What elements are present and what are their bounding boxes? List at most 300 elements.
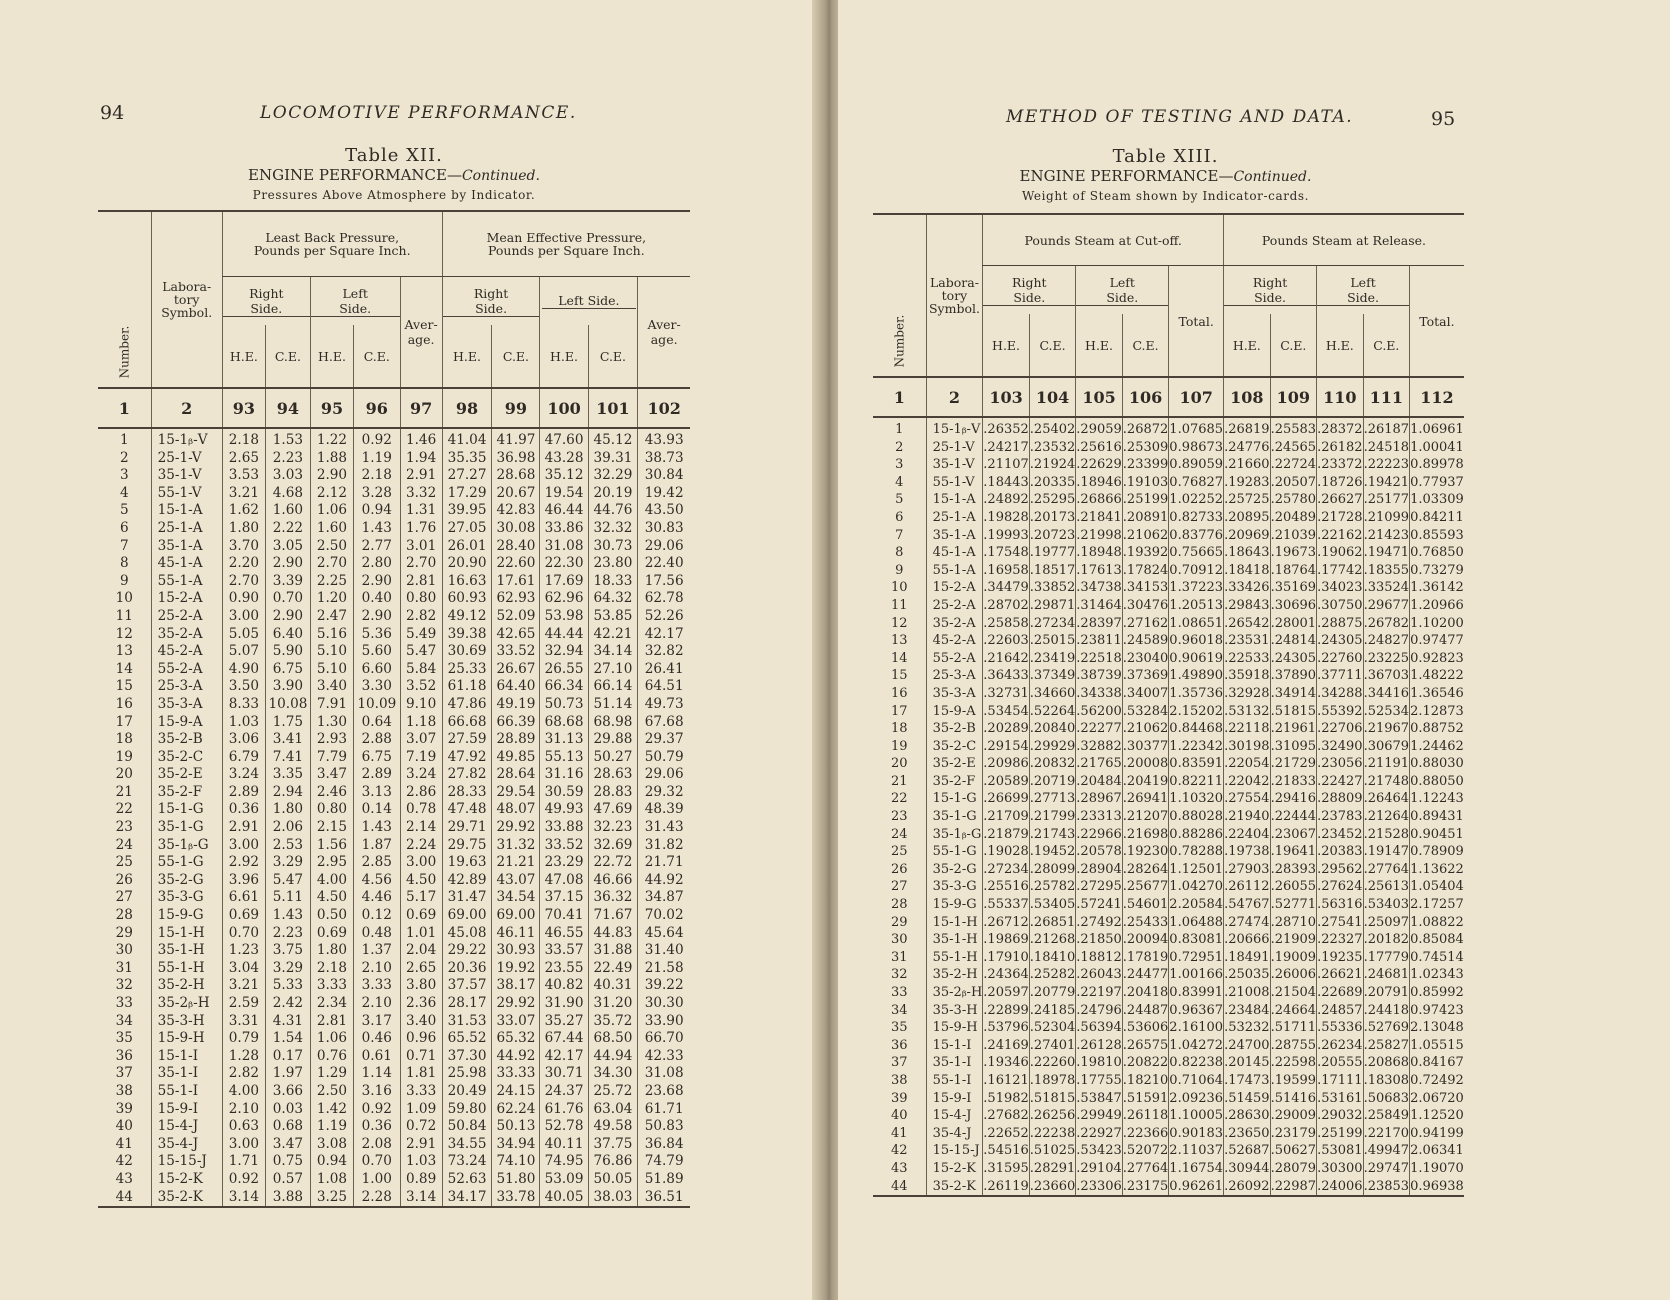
row-number: 10: [115, 590, 133, 607]
table-row: [873, 808, 1464, 826]
ce-header: C.E.: [1270, 314, 1317, 377]
cell-value: 0.97477: [1410, 633, 1464, 649]
cell-value: .20383: [1317, 844, 1363, 860]
cell-value: .19777: [1029, 545, 1076, 561]
table-row: [98, 995, 690, 1013]
cell-value: 1.09: [400, 1101, 442, 1119]
cell-value: 64.32: [588, 590, 638, 608]
row-number: 32: [115, 977, 133, 994]
he-header: H.E.: [1317, 314, 1364, 377]
cell-value: .26092: [1224, 1178, 1271, 1197]
cell-value: .56316: [1317, 897, 1363, 913]
cell-value: 4.31: [266, 1013, 311, 1031]
cell-value: .22927: [1076, 1125, 1122, 1141]
cell-value: 10.08: [266, 696, 311, 714]
cell-value: 20.19: [588, 485, 638, 503]
cell-value: 17.61: [492, 573, 540, 591]
cell-value: 1.60: [310, 520, 353, 538]
cell-value: 0.78909: [1410, 844, 1464, 860]
cell-value: 0.90: [222, 590, 265, 608]
column-number: 1: [98, 388, 151, 428]
row-number: 37: [115, 1065, 133, 1082]
cell-value: .21062: [1122, 721, 1169, 737]
laboratory-symbol: 55-2-A: [151, 661, 222, 679]
cell-value: .17742: [1317, 562, 1363, 578]
cell-value: 61.71: [638, 1101, 690, 1119]
cell-value: 2.06341: [1410, 1143, 1464, 1159]
cell-value: 3.01: [400, 538, 442, 556]
laboratory-symbol: 15-9-A: [926, 703, 983, 721]
cell-value: .33524: [1363, 580, 1410, 596]
laboratory-symbol: 35-3-G: [151, 889, 222, 907]
cell-value: 1.22342: [1169, 738, 1224, 754]
cell-value: 64.51: [638, 678, 690, 696]
cell-value: 66.34: [540, 678, 588, 696]
cell-value: 1.02343: [1410, 967, 1464, 983]
cell-value: .53796: [983, 1020, 1029, 1036]
cell-value: .37369: [1122, 668, 1169, 684]
cell-value: 2.14: [400, 819, 442, 837]
cell-value: .22260: [1029, 1055, 1076, 1071]
cell-value: 3.07: [400, 731, 442, 749]
cell-value: 2.89: [354, 766, 400, 784]
table-row: [98, 1048, 690, 1066]
cell-value: 0.70: [266, 590, 311, 608]
cell-value: .24418: [1363, 1002, 1410, 1018]
cell-value: 22.72: [588, 854, 638, 872]
table-row: [873, 1178, 1464, 1197]
cell-value: .20719: [1029, 773, 1076, 789]
cell-value: 22.40: [638, 555, 690, 573]
cell-value: .25199: [1122, 492, 1169, 508]
page-number: 94: [100, 102, 125, 124]
cell-value: 49.93: [540, 801, 588, 819]
cell-value: .53284: [1122, 703, 1169, 719]
cell-value: 2.91: [400, 1136, 442, 1154]
column-number: 93: [222, 388, 265, 428]
column-number: 2: [151, 388, 222, 428]
cell-value: .22404: [1224, 826, 1270, 842]
laboratory-symbol: 35-2-B: [926, 720, 983, 738]
cell-value: .25827: [1363, 1037, 1410, 1053]
cell-value: .28630: [1224, 1108, 1270, 1124]
cell-value: 50.27: [588, 749, 638, 767]
cell-value: .53081: [1317, 1143, 1363, 1159]
cell-value: .22652: [983, 1125, 1029, 1141]
row-number: 2: [119, 449, 129, 466]
laboratory-symbol: 35-2-A: [926, 615, 983, 633]
laboratory-symbol: 15-1ᵦ-V: [926, 417, 983, 439]
cell-value: 3.00: [400, 854, 442, 872]
cell-value: 1.06: [310, 1030, 353, 1048]
cell-value: .30750: [1317, 597, 1363, 613]
cell-value: 4.00: [310, 872, 353, 890]
cell-value: 19.92: [492, 960, 540, 978]
cell-value: 39.31: [588, 450, 638, 468]
cell-value: 2.85: [354, 854, 400, 872]
cell-value: 4.50: [400, 872, 442, 890]
cell-value: .18410: [1029, 949, 1076, 965]
table-row: [98, 428, 690, 450]
group-header-back-pressure: Least Back Pressure, Pounds per Square Inch.: [222, 211, 442, 277]
cell-value: .30198: [1224, 738, 1270, 754]
cell-value: .18946: [1076, 474, 1122, 490]
cell-value: 65.52: [442, 1030, 492, 1048]
row-number: 2: [895, 439, 904, 455]
group-header-cut-off: Pounds Steam at Cut-off.: [983, 214, 1224, 266]
cell-value: .17755: [1076, 1072, 1122, 1088]
row-number: 13: [891, 633, 908, 649]
cell-value: .19452: [1029, 844, 1076, 860]
table-row: [98, 942, 690, 960]
cell-value: 19.63: [442, 854, 492, 872]
cell-value: 1.87: [354, 837, 400, 855]
laboratory-symbol: 55-1-H: [926, 949, 983, 967]
cell-value: 21.71: [638, 854, 690, 872]
cell-value: 29.37: [638, 731, 690, 749]
cell-value: .26234: [1317, 1037, 1363, 1053]
cell-value: .22197: [1076, 985, 1122, 1000]
cell-value: 0.74514: [1410, 949, 1464, 965]
cell-value: .18812: [1076, 949, 1122, 965]
cell-value: 3.08: [310, 1136, 353, 1154]
cell-value: 52.78: [540, 1118, 588, 1136]
cell-value: 44.92: [492, 1048, 540, 1066]
table-subtitle: ENGINE PERFORMANCE—Continued.: [248, 166, 540, 184]
cell-value: 2.90: [354, 608, 400, 626]
right-page: [838, 0, 1670, 1300]
laboratory-symbol: 15-1-G: [926, 790, 983, 808]
row-number: 11: [891, 597, 908, 613]
cell-value: 21.21: [492, 854, 540, 872]
laboratory-symbol: 35-1ᵦ-G: [926, 826, 983, 844]
cell-value: .26782: [1363, 615, 1410, 631]
cell-value: .20895: [1224, 509, 1270, 525]
cell-value: .25015: [1029, 633, 1076, 649]
cell-value: 1.18: [400, 714, 442, 732]
cell-value: 5.47: [400, 643, 442, 661]
cell-value: .22238: [1029, 1125, 1076, 1141]
cell-value: .20986: [983, 756, 1029, 772]
cell-value: 46.66: [588, 872, 638, 890]
cell-value: .16121: [983, 1072, 1029, 1088]
cell-value: 1.76: [400, 520, 442, 538]
cell-value: .22966: [1076, 826, 1122, 842]
cell-value: .32490: [1317, 738, 1363, 754]
cell-value: .26819: [1224, 417, 1271, 439]
row-number: 31: [115, 959, 133, 976]
row-number: 33: [891, 985, 908, 1000]
cell-value: .28079: [1270, 1160, 1317, 1176]
cell-value: 48.07: [492, 801, 540, 819]
cell-value: 3.21: [222, 977, 265, 995]
cell-value: 53.85: [588, 608, 638, 626]
column-number: 100: [540, 388, 588, 428]
table-caption: Weight of Steam shown by Indicator-cards.: [1021, 189, 1310, 203]
cell-value: 0.36: [222, 801, 265, 819]
laboratory-symbol: 15-9-G: [151, 907, 222, 925]
cell-value: .31095: [1270, 738, 1317, 754]
row-number: 40: [891, 1108, 908, 1124]
laboratory-symbol: 15-9-G: [926, 896, 983, 914]
cell-value: .18517: [1029, 562, 1076, 578]
cell-value: .52769: [1363, 1020, 1410, 1036]
cell-value: .23179: [1270, 1125, 1317, 1141]
cell-value: .24776: [1224, 439, 1270, 455]
cell-value: 45.64: [638, 925, 690, 943]
table-row: [873, 949, 1464, 967]
laboratory-symbol: 35-2-F: [151, 784, 222, 802]
table-row: [873, 474, 1464, 492]
table-row: [98, 977, 690, 995]
cell-value: 2.70: [310, 555, 353, 573]
cell-value: .24477: [1122, 967, 1169, 983]
cell-value: 63.04: [588, 1101, 638, 1119]
row-number: 4: [119, 484, 129, 501]
number-header: Number.: [117, 325, 132, 379]
cell-value: 0.70: [222, 925, 265, 943]
row-number: 27: [891, 879, 908, 895]
cell-value: 50.83: [638, 1118, 690, 1136]
cell-value: .26187: [1363, 417, 1410, 439]
row-number: 40: [115, 1118, 133, 1135]
row-number: 12: [115, 625, 133, 642]
laboratory-symbol: 35-2ᵦ-H: [151, 995, 222, 1013]
cell-value: 3.33: [354, 977, 400, 995]
cell-value: 38.03: [588, 1189, 638, 1208]
cell-value: 8.33: [222, 696, 265, 714]
data-table: [98, 210, 690, 1208]
cell-value: 3.03: [266, 467, 311, 485]
laboratory-symbol: 35-2-K: [151, 1189, 222, 1208]
cell-value: 1.04272: [1169, 1037, 1224, 1053]
row-number: 25: [115, 854, 133, 871]
cell-value: 70.02: [638, 907, 690, 925]
row-number: 44: [115, 1188, 133, 1205]
cell-value: .26256: [1029, 1108, 1076, 1124]
cell-value: 2.91: [400, 467, 442, 485]
cell-value: 61.18: [442, 678, 492, 696]
table-row: [873, 755, 1464, 773]
cell-value: .21423: [1363, 527, 1410, 543]
cell-value: .23853: [1363, 1178, 1410, 1197]
cell-value: 1.43: [354, 819, 400, 837]
cell-value: 1.13622: [1410, 861, 1464, 877]
cell-value: 2.65: [222, 450, 265, 468]
cell-value: 1.28: [222, 1048, 265, 1066]
cell-value: 30.69: [442, 643, 492, 661]
table-row: [98, 960, 690, 978]
cell-value: .17819: [1122, 949, 1169, 965]
cell-value: .23452: [1317, 826, 1363, 842]
cell-value: 52.63: [442, 1171, 492, 1189]
cell-value: 1.24462: [1410, 738, 1464, 754]
cell-value: .20008: [1122, 756, 1169, 772]
column-number: 1: [873, 377, 926, 417]
cell-value: .23484: [1224, 1002, 1270, 1018]
row-number: 19: [891, 738, 908, 754]
cell-value: 25.72: [588, 1083, 638, 1101]
cell-value: 3.52: [400, 678, 442, 696]
cell-value: .51459: [1224, 1090, 1270, 1106]
cell-value: .22518: [1076, 650, 1122, 666]
row-number: 14: [115, 660, 133, 677]
cell-value: 30.84: [638, 467, 690, 485]
cell-value: 5.05: [222, 626, 265, 644]
cell-value: .22277: [1076, 721, 1122, 737]
cell-value: .31595: [983, 1160, 1029, 1176]
cell-value: 67.68: [638, 714, 690, 732]
cell-value: .37711: [1317, 668, 1363, 684]
cell-value: 42.89: [442, 872, 492, 890]
cell-value: 1.80: [266, 801, 311, 819]
cell-value: 1.10005: [1169, 1108, 1224, 1124]
row-number: 21: [891, 773, 908, 789]
cell-value: 1.00041: [1410, 439, 1464, 455]
cell-value: 0.76: [310, 1048, 353, 1066]
group-header-release: Pounds Steam at Release.: [1224, 214, 1464, 266]
cell-value: 31.13: [540, 731, 588, 749]
cell-value: 1.31: [400, 502, 442, 520]
cell-value: 0.94: [310, 1153, 353, 1171]
cell-value: 70.41: [540, 907, 588, 925]
cell-value: .21909: [1270, 932, 1317, 948]
cell-value: 16.63: [442, 573, 492, 591]
laboratory-symbol: 35-4-J: [151, 1136, 222, 1154]
table-title: Table XII.: [345, 145, 443, 166]
table-row: [98, 520, 690, 538]
cell-value: 49.19: [492, 696, 540, 714]
cell-value: 4.56: [354, 872, 400, 890]
cell-value: .22706: [1317, 721, 1363, 737]
cell-value: 34.54: [492, 889, 540, 907]
cell-value: .29871: [1029, 597, 1076, 613]
table-row: [873, 1054, 1464, 1072]
cell-value: .18443: [983, 474, 1029, 490]
cell-value: 2.15: [310, 819, 353, 837]
cell-value: 35.27: [540, 1013, 588, 1031]
cell-value: .26043: [1076, 967, 1122, 983]
cell-value: 0.72492: [1410, 1072, 1464, 1088]
column-number: 96: [354, 388, 400, 428]
laboratory-symbol: 35-2ᵦ-H: [926, 984, 983, 1002]
cell-value: .26712: [983, 914, 1029, 930]
cell-value: 29.88: [588, 731, 638, 749]
cell-value: 47.92: [442, 749, 492, 767]
laboratory-symbol: 35-1ᵦ-G: [151, 837, 222, 855]
cell-value: 0.83081: [1169, 932, 1224, 948]
cell-value: 2.36: [400, 995, 442, 1013]
row-number: 26: [115, 871, 133, 888]
cell-value: .17111: [1317, 1072, 1363, 1088]
cell-value: .18308: [1363, 1072, 1410, 1088]
cell-value: 0.83591: [1169, 756, 1224, 772]
cell-value: 34.94: [492, 1136, 540, 1154]
laboratory-symbol: 25-3-A: [151, 678, 222, 696]
laboratory-symbol: 55-1-A: [926, 562, 983, 580]
cell-value: 1.06961: [1410, 417, 1464, 439]
cell-value: 29.71: [442, 819, 492, 837]
table-row: [98, 819, 690, 837]
cell-value: 50.13: [492, 1118, 540, 1136]
cell-value: 42.33: [638, 1048, 690, 1066]
table-body: [98, 428, 690, 1207]
row-number: 3: [895, 457, 904, 473]
cell-value: 28.68: [492, 467, 540, 485]
table-row: [98, 502, 690, 520]
table-row: [98, 749, 690, 767]
cell-value: .51982: [983, 1090, 1029, 1106]
row-number: 22: [115, 801, 133, 818]
cell-value: .21833: [1270, 773, 1317, 789]
column-number: 101: [588, 388, 638, 428]
cell-value: .25295: [1029, 492, 1076, 508]
cell-value: .27474: [1224, 914, 1270, 930]
cell-value: .31464: [1076, 597, 1122, 613]
cell-value: .28702: [983, 597, 1029, 613]
table-row: [873, 1142, 1464, 1160]
cell-value: .21998: [1076, 527, 1122, 543]
cell-value: .20555: [1317, 1055, 1363, 1071]
cell-value: .34914: [1270, 685, 1317, 701]
cell-value: 1.20513: [1169, 597, 1224, 613]
cell-value: .21841: [1076, 509, 1122, 525]
cell-value: 0.89978: [1410, 457, 1464, 473]
cell-value: .22223: [1363, 457, 1410, 473]
cell-value: 20.90: [442, 555, 492, 573]
cell-value: 28.17: [442, 995, 492, 1013]
cell-value: 0.94199: [1410, 1125, 1464, 1141]
cell-value: 34.55: [442, 1136, 492, 1154]
cell-value: .18210: [1122, 1072, 1169, 1088]
table-row: [873, 632, 1464, 650]
cell-value: 42.83: [492, 502, 540, 520]
total-header: Total.: [1410, 266, 1464, 378]
row-number: 32: [891, 967, 908, 983]
cell-value: 60.93: [442, 590, 492, 608]
table-row: [873, 984, 1464, 1002]
cell-value: 35.72: [588, 1013, 638, 1031]
cell-value: 51.89: [638, 1171, 690, 1189]
cell-value: 7.41: [266, 749, 311, 767]
cell-value: .24487: [1122, 1002, 1169, 1018]
cell-value: 39.22: [638, 977, 690, 995]
laboratory-symbol: 55-1-I: [926, 1072, 983, 1090]
cell-value: .21748: [1363, 773, 1410, 789]
cell-value: .24217: [983, 439, 1029, 455]
cell-value: .25516: [983, 879, 1029, 895]
cell-value: 1.30: [310, 714, 353, 732]
laboratory-symbol: 15-1-A: [151, 502, 222, 520]
table-row: [873, 931, 1464, 949]
cell-value: .53423: [1076, 1143, 1122, 1159]
cell-value: .23306: [1076, 1178, 1123, 1197]
cell-value: .51416: [1270, 1090, 1317, 1106]
row-number: 37: [891, 1055, 908, 1071]
cell-value: 0.84468: [1169, 721, 1224, 737]
cell-value: 3.04: [222, 960, 265, 978]
laboratory-symbol: 15-1-I: [926, 1037, 983, 1055]
cell-value: .20891: [1122, 509, 1169, 525]
cell-value: .53454: [983, 703, 1029, 719]
cell-value: .22899: [983, 1002, 1029, 1018]
cell-value: .22366: [1122, 1125, 1169, 1141]
cell-value: 25.33: [442, 661, 492, 679]
cell-value: 2.08: [354, 1136, 400, 1154]
left-page: [0, 0, 822, 1300]
ce-header: C.E.: [354, 325, 400, 388]
cell-value: 1.20966: [1410, 597, 1464, 613]
